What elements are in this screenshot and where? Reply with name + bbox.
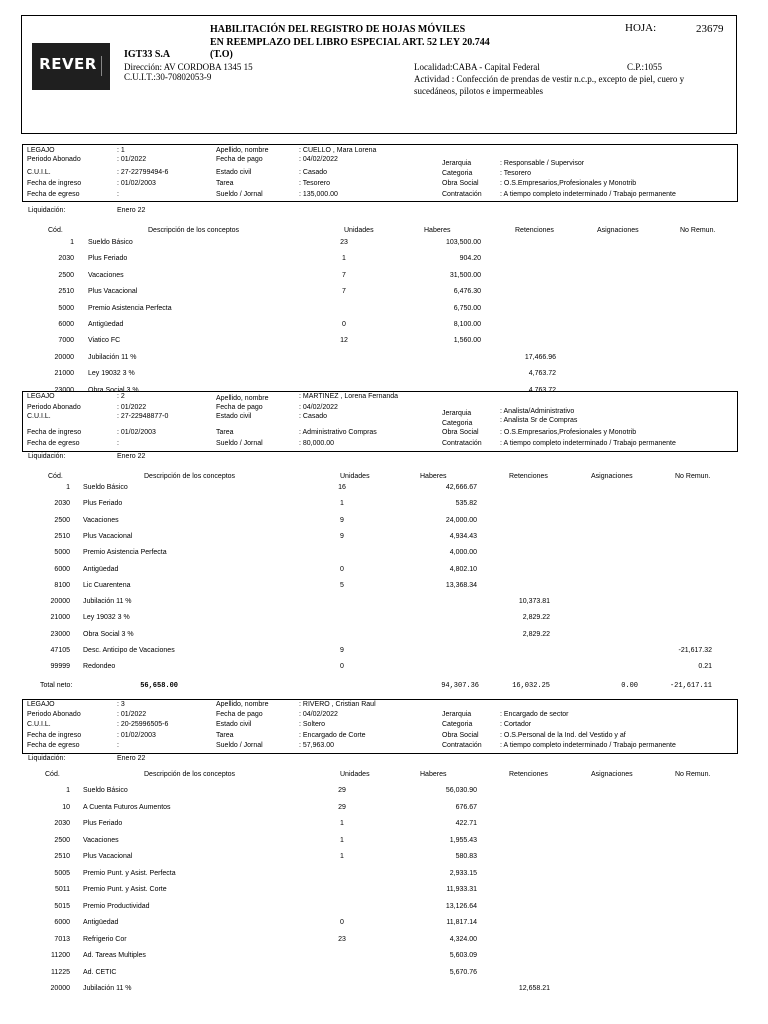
concept-code: 11200 (51, 952, 70, 959)
concept-code: 2510 (58, 288, 74, 295)
concept-code: 6000 (54, 566, 70, 573)
concept-units: 1 (340, 820, 344, 827)
concept-code: 1 (70, 239, 74, 246)
jerarquia-value: : Encargado de sector (500, 711, 569, 718)
concept-haberes: 31,500.00 (449, 272, 481, 279)
col-descripcion: Descripción de los conceptos (144, 473, 236, 480)
egreso-label: Fecha de egreso (27, 440, 80, 447)
col-retenciones: Retenciones (509, 771, 548, 778)
concept-description: Desc. Anticipo de Vacaciones (83, 647, 175, 654)
concept-units: 29 (338, 804, 346, 811)
concept-code: 1 (66, 787, 70, 794)
document-header (21, 15, 737, 134)
liquidacion-label: Liquidación: (28, 207, 66, 214)
liquidacion-value: Enero 22 (117, 207, 146, 214)
apellido-value: : MARTINEZ , Lorena Fernanda (299, 393, 399, 400)
ingreso-label: Fecha de ingreso (27, 180, 82, 187)
concept-description: Premio Asistencia Perfecta (88, 305, 172, 312)
concept-description: Ley 19032 3 % (88, 370, 135, 377)
concept-code: 5015 (54, 903, 70, 910)
tarea-value: : Encargado de Corte (299, 732, 366, 739)
jerarquia-label: Jerarquia (442, 711, 472, 718)
concept-description: Vacaciones (83, 517, 119, 524)
ingreso-value: : 01/02/2003 (117, 732, 156, 739)
col-descripcion: Descripción de los conceptos (144, 771, 236, 778)
concept-code: 21000 (54, 370, 74, 377)
concept-description: Plus Vacacional (88, 288, 138, 295)
concept-code: 11225 (51, 969, 70, 976)
categoria-label: Categoria (442, 721, 473, 728)
concept-haberes: 535.82 (455, 500, 477, 507)
concept-units: 1 (340, 837, 344, 844)
concept-retenciones: 12,658.21 (518, 985, 550, 992)
logo-text: REVER (39, 55, 97, 73)
concept-retenciones: 4,763.72 (528, 370, 556, 377)
col-asignaciones: Asignaciones (591, 473, 633, 480)
actividad-line-2: sucedáneos, pilotos e impermeables (414, 86, 543, 96)
hoja-number: 23679 (696, 23, 724, 35)
concept-units: 0 (340, 566, 344, 573)
legajo-label: LEGAJO (27, 147, 55, 154)
egreso-value: : (117, 742, 119, 749)
concept-description: Antigüedad (83, 919, 119, 926)
concept-no-remun: 0.21 (698, 663, 712, 670)
jerarquia-label: Jerarquia (442, 410, 472, 417)
sueldo-value: : 57,963.00 (299, 742, 335, 749)
total-retenciones: 16,032.25 (512, 682, 550, 690)
concept-description: Sueldo Básico (83, 787, 128, 794)
concept-description: Vacaciones (88, 272, 124, 279)
concept-retenciones: 10,373.81 (518, 598, 550, 605)
legajo-label: LEGAJO (27, 393, 55, 400)
concept-haberes: 4,000.00 (449, 549, 477, 556)
concept-units: 7 (342, 272, 346, 279)
obra-social-label: Obra Social (442, 732, 479, 739)
concept-haberes: 904.20 (459, 255, 481, 262)
concept-units: 1 (340, 500, 344, 507)
concept-haberes: 422.71 (455, 820, 477, 827)
cuil-value: : 27-22948877-0 (117, 413, 169, 420)
title-line-2: EN REEMPLAZO DEL LIBRO ESPECIAL ART. 52 LEY 20.744 (210, 37, 490, 48)
concept-units: 0 (340, 919, 344, 926)
employee-info-box (22, 144, 738, 202)
egreso-value: : (117, 440, 119, 447)
concept-description: Jubilación 11 % (83, 598, 132, 605)
sueldo-value: : 135,000.00 (299, 191, 338, 198)
col-no-remun: No Remun. (680, 227, 716, 234)
obra-social-label: Obra Social (442, 429, 479, 436)
estado-civil-label: Estado civil (216, 413, 252, 420)
tarea-label: Tarea (216, 732, 234, 739)
company-logo (32, 43, 110, 90)
periodo-value: : 01/2022 (117, 711, 147, 718)
concept-retenciones: 17,466.96 (524, 354, 556, 361)
egreso-label: Fecha de egreso (27, 742, 80, 749)
concept-units: 9 (340, 533, 344, 540)
concept-haberes: 1,955.43 (449, 837, 477, 844)
fecha-pago-value: : 04/02/2022 (299, 404, 338, 411)
concept-code: 6000 (54, 919, 70, 926)
concept-units: 1 (340, 853, 344, 860)
concept-haberes: 24,000.00 (445, 517, 477, 524)
concept-description: Ad. CETIC (83, 969, 117, 976)
concept-description: Sueldo Básico (88, 239, 133, 246)
concept-haberes: 6,476.30 (453, 288, 481, 295)
col-unidades: Unidades (340, 771, 370, 778)
concept-haberes: 8,100.00 (453, 321, 481, 328)
concept-description: Antigüedad (88, 321, 124, 328)
actividad-line-1: Actividad : Confección de prendas de vestir n.c.p., excepto de piel, cuero y (414, 74, 685, 84)
concept-code: 2030 (58, 255, 74, 262)
ingreso-label: Fecha de ingreso (27, 732, 82, 739)
contratacion-label: Contratación (442, 440, 482, 447)
concept-units: 7 (342, 288, 346, 295)
liquidacion-value: Enero 22 (117, 755, 146, 762)
concept-units: 29 (338, 787, 346, 794)
estado-civil-value: : Soltero (299, 721, 326, 728)
estado-civil-label: Estado civil (216, 721, 252, 728)
categoria-label: Categoria (442, 420, 473, 427)
concept-units: 0 (342, 321, 346, 328)
apellido-label: Apellido, nombre (216, 147, 269, 154)
apellido-value: : CUELLO , Mara Lorena (299, 147, 377, 154)
concept-haberes: 13,368.34 (445, 582, 477, 589)
col-no-remun: No Remun. (675, 771, 711, 778)
concept-code: 20000 (50, 598, 70, 605)
concept-description: Premio Punt. y Asist. Corte (83, 886, 167, 893)
concept-haberes: 4,934.43 (449, 533, 477, 540)
categoria-label: Categoria (442, 170, 473, 177)
direccion: Dirección: AV CORDOBA 1345 15 (124, 62, 253, 72)
concept-description: Plus Feriado (83, 500, 123, 507)
concept-code: 2500 (54, 517, 70, 524)
title-line-3: (T.O) (210, 49, 233, 60)
concept-description: Ley 19032 3 % (83, 614, 130, 621)
concept-code: 2510 (54, 533, 70, 540)
company-name: IGT33 S.A (124, 49, 171, 60)
concept-code: 7013 (54, 936, 70, 943)
apellido-value: : RIVERO , Cristian Raul (299, 701, 376, 708)
concept-description: Redondeo (83, 663, 116, 670)
concept-description: Viatico FC (88, 337, 121, 344)
periodo-label: Periodo Abonado (27, 156, 81, 163)
concept-code: 2500 (58, 272, 74, 279)
liquidacion-label: Liquidación: (28, 755, 66, 762)
col-cod: Cód. (45, 771, 60, 778)
categoria-value: : Tesorero (500, 170, 531, 177)
concept-description: Plus Feriado (88, 255, 128, 262)
jerarquia-value: : Analista/Administrativo (500, 408, 575, 415)
concept-description: Antigüedad (83, 566, 119, 573)
concept-code: 5000 (54, 549, 70, 556)
col-descripcion: Descripción de los conceptos (148, 227, 240, 234)
concept-haberes: 56,030.90 (445, 787, 477, 794)
col-cod: Cód. (48, 473, 63, 480)
liquidacion-value: Enero 22 (117, 453, 146, 460)
cuit: C.U.I.T.:30-70802053-9 (124, 72, 212, 82)
employee-info-box (22, 391, 738, 452)
obra-social-label: Obra Social (442, 180, 479, 187)
concept-units: 5 (340, 582, 344, 589)
total-no-remun: -21,617.11 (669, 682, 712, 690)
ingreso-value: : 01/02/2003 (117, 429, 156, 436)
col-asignaciones: Asignaciones (597, 227, 639, 234)
apellido-label: Apellido, nombre (216, 701, 269, 708)
concept-description: Premio Productividad (83, 903, 150, 910)
cuil-label: C.U.I.L. (27, 413, 51, 420)
ingreso-label: Fecha de ingreso (27, 429, 82, 436)
sueldo-label: Sueldo / Jornal (216, 440, 263, 447)
col-haberes: Haberes (420, 771, 447, 778)
concept-code: 5000 (58, 305, 74, 312)
contratacion-value: : A tiempo completo indeterminado / Trabajo permanente (500, 191, 676, 198)
concept-code: 23000 (50, 631, 70, 638)
concept-haberes: 1,560.00 (453, 337, 481, 344)
col-unidades: Unidades (344, 227, 374, 234)
concept-retenciones: 2,829.22 (522, 631, 550, 638)
periodo-label: Periodo Abonado (27, 404, 81, 411)
concept-code: 21000 (50, 614, 70, 621)
tarea-value: : Tesorero (299, 180, 330, 187)
estado-civil-label: Estado civil (216, 169, 252, 176)
concept-code: 2030 (54, 500, 70, 507)
hoja-label: HOJA: (625, 22, 657, 34)
logo-divider (101, 56, 102, 76)
jerarquia-value: : Responsable / Supervisor (500, 160, 585, 167)
periodo-value: : 01/2022 (117, 156, 147, 163)
concept-description: Plus Vacacional (83, 853, 133, 860)
col-haberes: Haberes (424, 227, 451, 234)
concept-code: 5005 (54, 870, 70, 877)
title-line-1: HABILITACIÓN DEL REGISTRO DE HOJAS MÓVILES (210, 24, 466, 35)
fecha-pago-value: : 04/02/2022 (299, 711, 338, 718)
concept-description: Obra Social 3 % (83, 631, 134, 638)
fecha-pago-label: Fecha de pago (216, 156, 263, 163)
concept-haberes: 11,817.14 (446, 919, 477, 926)
concept-units: 9 (340, 647, 344, 654)
concept-units: 23 (340, 239, 348, 246)
localidad: Localidad:CABA - Capital Federal (414, 62, 540, 72)
col-haberes: Haberes (420, 473, 447, 480)
col-retenciones: Retenciones (509, 473, 548, 480)
contratacion-value: : A tiempo completo indeterminado / Trabajo permanente (500, 440, 676, 447)
legajo-value: : 1 (117, 147, 125, 154)
concept-units: 9 (340, 517, 344, 524)
codigo-postal: C.P.:1055 (627, 62, 663, 72)
jerarquia-label: Jerarquia (442, 160, 472, 167)
legajo-value: : 3 (117, 701, 125, 708)
concept-haberes: 580.83 (455, 853, 477, 860)
concept-haberes: 4,802.10 (449, 566, 477, 573)
concept-code: 2030 (54, 820, 70, 827)
total-haberes: 94,307.36 (441, 682, 479, 690)
cuil-label: C.U.I.L. (27, 169, 51, 176)
concept-code: 2500 (54, 837, 70, 844)
concept-code: 7000 (58, 337, 74, 344)
concept-units: 23 (338, 936, 346, 943)
total-neto-value: 56,658.00 (140, 682, 178, 690)
concept-code: 99999 (50, 663, 70, 670)
obra-social-value: : O.S.Empresarios,Profesionales y Monotrib (500, 180, 637, 187)
concept-description: Premio Asistencia Perfecta (83, 549, 167, 556)
concept-code: 20000 (54, 354, 74, 361)
concept-description: Sueldo Básico (83, 484, 128, 491)
total-asignaciones: 0.00 (621, 682, 638, 690)
obra-social-value: : O.S.Empresarios,Profesionales y Monotrib (500, 429, 637, 436)
total-neto-label: Total neto: (40, 682, 73, 689)
concept-no-remun: -21,617.32 (678, 647, 712, 654)
concept-haberes: 5,603.09 (449, 952, 477, 959)
concept-description: Jubilación 11 % (88, 354, 137, 361)
categoria-value: : Cortador (500, 721, 532, 728)
col-cod: Cód. (48, 227, 63, 234)
obra-social-value: : O.S.Personal de la Ind. del Vestido y af (500, 732, 626, 739)
estado-civil-value: : Casado (299, 413, 328, 420)
concept-haberes: 2,933.15 (449, 870, 477, 877)
egreso-label: Fecha de egreso (27, 191, 80, 198)
legajo-label: LEGAJO (27, 701, 55, 708)
concept-haberes: 5,670.76 (449, 969, 477, 976)
apellido-label: Apellido, nombre (216, 395, 269, 402)
concept-code: 20000 (50, 985, 70, 992)
col-asignaciones: Asignaciones (591, 771, 633, 778)
concept-code: 1 (66, 484, 70, 491)
sueldo-value: : 80,000.00 (299, 440, 335, 447)
concept-description: Premio Punt. y Asist. Perfecta (83, 870, 176, 877)
sueldo-label: Sueldo / Jornal (216, 742, 263, 749)
contratacion-label: Contratación (442, 191, 482, 198)
concept-description: Vacaciones (83, 837, 119, 844)
cuil-value: : 20-25996505-6 (117, 721, 169, 728)
concept-code: 5011 (54, 886, 70, 893)
egreso-value: : (117, 191, 119, 198)
tarea-label: Tarea (216, 429, 234, 436)
concept-description: Lic Cuarentena (83, 582, 131, 589)
fecha-pago-label: Fecha de pago (216, 711, 263, 718)
liquidacion-label: Liquidación: (28, 453, 66, 460)
ingreso-value: : 01/02/2003 (117, 180, 156, 187)
sueldo-label: Sueldo / Jornal (216, 191, 263, 198)
concept-units: 1 (342, 255, 346, 262)
concept-haberes: 676.67 (455, 804, 477, 811)
contratacion-label: Contratación (442, 742, 482, 749)
concept-code: 10 (62, 804, 70, 811)
fecha-pago-value: : 04/02/2022 (299, 156, 338, 163)
fecha-pago-label: Fecha de pago (216, 404, 263, 411)
col-retenciones: Retenciones (515, 227, 554, 234)
concept-description: Jubilación 11 % (83, 985, 132, 992)
cuil-value: : 27-22799494-6 (117, 169, 169, 176)
concept-description: Ad. Tareas Multiples (83, 952, 146, 959)
tarea-value: : Administrativo Compras (299, 429, 377, 436)
concept-retenciones: 2,829.22 (522, 614, 550, 621)
concept-description: Plus Feriado (83, 820, 123, 827)
concept-code: 8100 (54, 582, 70, 589)
contratacion-value: : A tiempo completo indeterminado / Trabajo permanente (500, 742, 676, 749)
concept-code: 6000 (58, 321, 74, 328)
periodo-value: : 01/2022 (117, 404, 147, 411)
cuil-label: C.U.I.L. (27, 721, 51, 728)
concept-description: Plus Vacacional (83, 533, 133, 540)
concept-units: 12 (340, 337, 348, 344)
employee-info-box (22, 699, 738, 754)
concept-description: A Cuenta Futuros Aumentos (83, 804, 171, 811)
concept-haberes: 11,933.31 (446, 886, 477, 893)
categoria-value: : Analista Sr de Compras (500, 417, 578, 424)
concept-description: Refrigerio Cor (83, 936, 127, 943)
estado-civil-value: : Casado (299, 169, 328, 176)
concept-code: 47105 (50, 647, 70, 654)
col-unidades: Unidades (340, 473, 370, 480)
concept-haberes: 4,324.00 (449, 936, 477, 943)
tarea-label: Tarea (216, 180, 234, 187)
concept-units: 0 (340, 663, 344, 670)
concept-units: 16 (338, 484, 346, 491)
col-no-remun: No Remun. (675, 473, 711, 480)
concept-haberes: 103,500.00 (445, 239, 481, 246)
concept-haberes: 42,666.67 (445, 484, 477, 491)
legajo-value: : 2 (117, 393, 125, 400)
concept-haberes: 6,750.00 (453, 305, 481, 312)
concept-code: 2510 (54, 853, 70, 860)
concept-haberes: 13,126.64 (445, 903, 477, 910)
periodo-label: Periodo Abonado (27, 711, 81, 718)
